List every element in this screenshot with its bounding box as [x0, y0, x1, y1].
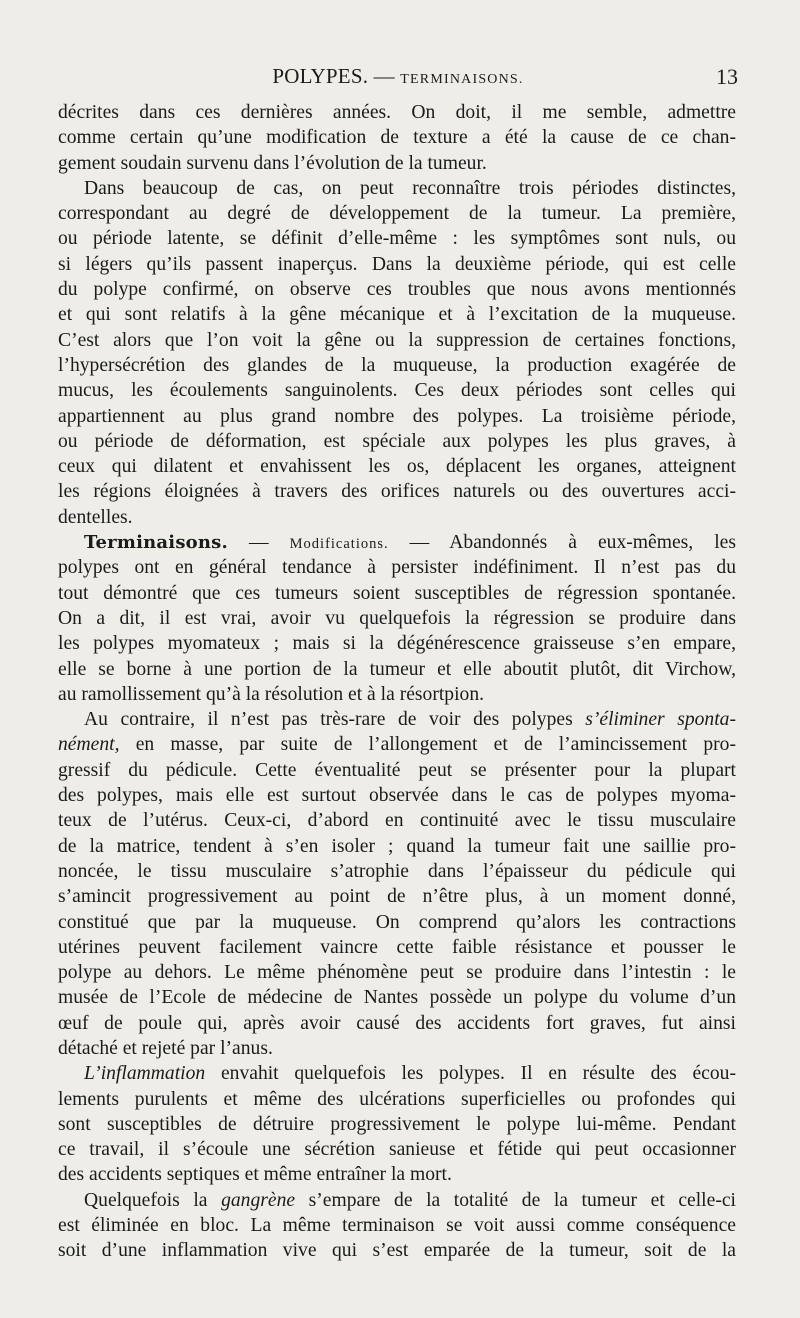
text-line: [58, 859, 736, 884]
text-line: [58, 1011, 736, 1036]
italic-term: nément,: [58, 734, 120, 756]
running-header: [58, 64, 738, 94]
text-line: [58, 1238, 736, 1263]
line-text: ou période de déformation, est spéciale aux polypes les plus graves, à: [58, 430, 736, 452]
text-line: Terminaisons. — Modifications. — Abandonnés à eux-mêmes, les: [84, 532, 737, 554]
text-line: [58, 1213, 736, 1238]
line-text: tout démontré que ces tumeurs soient susceptibles de régression spontanée.: [58, 582, 736, 604]
text-line: [58, 429, 736, 454]
text-line: [58, 935, 736, 960]
text-line: [58, 657, 736, 682]
line-text: au ramollissement qu’à la résolution et à la résortpion.: [58, 683, 485, 705]
line-text: musée de l’Ecole de médecine de Nantes possède un polype du volume d’un: [58, 987, 736, 1009]
running-title-section: TERMINAISONS.: [400, 72, 524, 87]
subsection-heading: Modifications.: [289, 536, 389, 553]
text-line: [58, 808, 736, 833]
line-text: Au contraire, il n’est pas très-rare de voir des polypes: [84, 709, 586, 731]
line-text: de la matrice, tendent à s’en isoler ; quand la tumeur fait une saillie pro-: [58, 835, 736, 857]
text-line: [58, 176, 736, 201]
line-text: si légers qu’ils passent inaperçus. Dans la deuxième période, qui est celle: [58, 253, 736, 275]
text-line: [58, 505, 736, 530]
text-line: [58, 479, 736, 504]
line-text: Abandonnés à eux-mêmes, les: [449, 532, 737, 554]
line-text: des accidents septiques et même entraîner la mort.: [58, 1164, 452, 1186]
line-text: œuf de poule qui, après avoir causé des accidents fort graves, fut ainsi: [58, 1012, 736, 1034]
line-text: appartiennent au plus grand nombre des polypes. La troisième période,: [58, 405, 736, 427]
line-text: est éliminée en bloc. La même terminaison se voit aussi comme conséquence: [58, 1215, 736, 1237]
line-text: les polypes myomateux ; mais si la dégénérescence graisseuse s’en empare,: [58, 633, 736, 655]
line-text: elle se borne à une portion de la tumeur et elle aboutit plutôt, dit Virchow,: [58, 658, 736, 680]
text-line: [58, 555, 736, 580]
line-text: dentelles.: [58, 506, 133, 528]
running-title: [58, 64, 738, 89]
line-text: gement soudain survenu dans l’évolution de la tumeur.: [58, 152, 487, 174]
line-text: constitué que par la muqueuse. On comprend qu’alors les contractions: [58, 911, 736, 933]
text-line: [58, 404, 736, 429]
text-line: [58, 1087, 736, 1112]
line-text: ceux qui dilatent et envahissent les os, déplacent les organes, atteignent: [58, 456, 736, 478]
text-line: [58, 226, 736, 251]
text-line: [58, 606, 736, 631]
line-text: gressif du pédicule. Cette éventualité peut se présenter pour la plupart: [58, 759, 736, 781]
line-text: teux de l’utérus. Ceux-ci, d’abord en continuité avec le tissu musculaire: [58, 810, 736, 832]
line-text: polypes ont en général tendance à persister indéfiniment. Il n’est pas du: [58, 557, 736, 579]
line-text: en masse, par suite de l’allongement et de l’amincissement pro-: [119, 734, 736, 756]
text-line: [58, 1112, 736, 1137]
text-line: [58, 985, 736, 1010]
text-line: [58, 581, 736, 606]
line-text: soit d’une inflammation vive qui s’est emparée de la tumeur, soit de la: [58, 1240, 736, 1262]
line-text: décrites dans ces dernières années. On doit, il me semble, admettre: [58, 102, 736, 123]
line-text: s’amincit progressivement au point de n’être plus, à un moment donné,: [58, 886, 736, 908]
running-title-dash: —: [368, 64, 401, 88]
line-text: sont susceptibles de détruire progressivement le polype lui-même. Pendant: [58, 1113, 736, 1135]
line-prefix: Quelquefois la: [84, 1189, 222, 1211]
line-text: et qui sont relatifs à la gêne mécanique et à l’excitation de la muqueuse.: [58, 304, 736, 326]
body-text: [58, 100, 736, 1264]
running-title-main: POLYPES.: [272, 64, 369, 88]
text-line: [58, 1162, 736, 1187]
text-line: [58, 758, 736, 783]
line-text: comme certain qu’une modification de texture a été la cause de ce chan-: [58, 127, 736, 149]
text-line: [58, 910, 736, 935]
line-text: ce travail, il s’écoule une sécrétion sanieuse et fétide qui peut occasionner: [58, 1139, 736, 1161]
line-text: envahit quelquefois les polypes. Il en résulte des écou-: [205, 1063, 736, 1085]
italic-term: gangrène: [221, 1189, 296, 1211]
text-line: [58, 252, 736, 277]
text-line: [58, 732, 736, 757]
line-text: s’empare de la totalité de la tumeur et celle-ci: [295, 1189, 736, 1211]
line-text: correspondant au degré de développement de la tumeur. La première,: [58, 203, 736, 225]
text-line: [58, 151, 736, 176]
text-line: [58, 328, 736, 353]
line-text: utérines peuvent facilement vaincre cette faible résistance et pousser le: [58, 936, 736, 958]
text-line: [58, 783, 736, 808]
page-number: 13: [716, 64, 738, 89]
italic-term: L’inflammation: [84, 1063, 206, 1085]
line-text: détaché et rejeté par l’anus.: [58, 1037, 273, 1059]
text-line: [58, 302, 736, 327]
text-line: [58, 201, 736, 226]
line-text: lements purulents et même des ulcérations superficielles ou profondes qui: [58, 1088, 736, 1110]
text-line: [58, 277, 736, 302]
text-line: [58, 884, 736, 909]
line-text: noncée, le tissu musculaire s’atrophie dans l’épaisseur du pédicule qui: [58, 860, 736, 882]
text-line: [58, 125, 736, 150]
text-line: [58, 834, 736, 859]
text-line: [58, 1188, 736, 1213]
line-text: l’hypersécrétion des glandes de la muqueuse, la production exagérée de: [58, 354, 736, 376]
text-line: [58, 378, 736, 403]
line-text: polype au dehors. Le même phénomène peut se produire dans l’intestin : le: [58, 962, 736, 984]
section-heading: Terminaisons.: [84, 532, 228, 554]
text-line: [58, 454, 736, 479]
line-text: Dans beaucoup de cas, on peut reconnaître trois périodes distinctes,: [84, 177, 736, 199]
line-text: mucus, les écoulements sanguinolents. Ces deux périodes sont celles qui: [58, 380, 736, 402]
text-line: [58, 960, 736, 985]
text-line: [58, 1036, 736, 1061]
line-text: du polype confirmé, on observe ces troubles que nous avons mentionnés: [58, 279, 736, 301]
line-text: C’est alors que l’on voit la gêne ou la suppression de certaines fonctions,: [58, 329, 736, 351]
line-text: des polypes, mais elle est surtout observée dans le cas de polypes myoma-: [58, 785, 736, 807]
italic-term: s’éliminer sponta-: [585, 709, 736, 731]
text-line: [58, 682, 736, 707]
text-line: [58, 707, 736, 732]
text-line: [58, 353, 736, 378]
line-text: ou période latente, se définit d’elle-même : les symptômes sont nuls, ou: [58, 228, 736, 250]
text-line: [58, 100, 736, 125]
line-text: On a dit, il est vrai, avoir vu quelquefois la régression se produire dans: [58, 607, 736, 629]
text-line: [58, 631, 736, 656]
text-line: [58, 1061, 736, 1086]
line-text: les régions éloignées à travers des orifices naturels ou des ouvertures acci-: [58, 481, 736, 503]
text-line: [58, 1137, 736, 1162]
